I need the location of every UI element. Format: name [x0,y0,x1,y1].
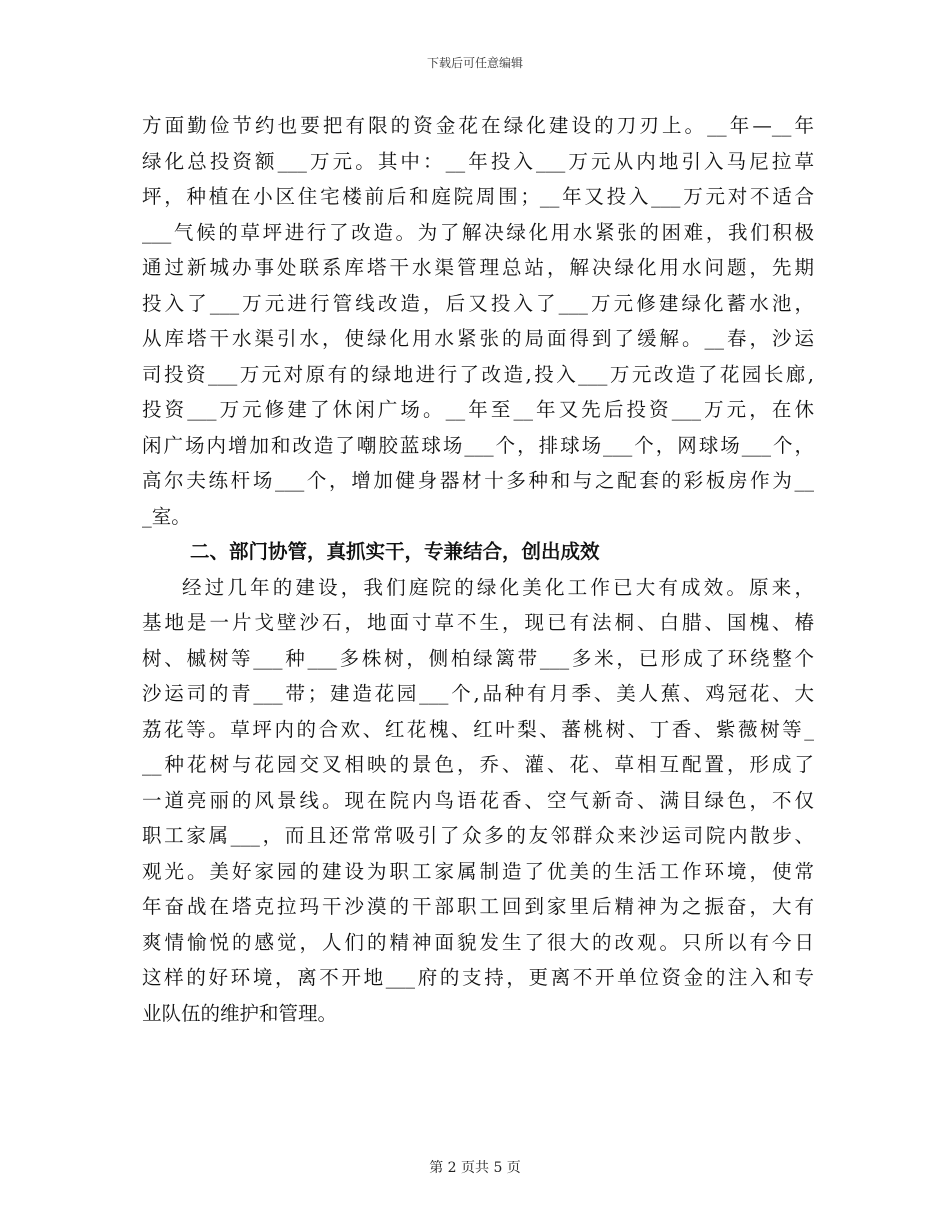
text-line: _室。 [142,504,191,528]
text-line: 闲广场内增加和改造了嘲胶蓝球场___个，排球场___个，网球场___个， [142,433,814,457]
text-line: 从库塔干水渠引水，使绿化用水紧张的局面得到了缓解。__春，沙运 [142,327,814,350]
page-footer: 第 2 页共 5 页 [429,1160,521,1176]
document-body [142,108,814,1031]
text-line: ___气候的草坪进行了改造。为了解决绿化用水紧张的困难，我们积极 [142,220,814,244]
text-line: 投入了___万元进行管线改造，后又投入了___万元修建绿化蓄水池， [142,291,814,315]
page-header: 下载后可任意编辑 [426,56,523,70]
text-line: 通过新城办事处联系库塔干水渠管理总站，解决绿化用水问题，先期 [142,256,814,279]
text-line: 基地是一片戈壁沙石，地面寸草不生，现已有法桐、白腊、国槐、椿 [142,611,814,634]
text-line: 业队伍的维护和管理。 [142,1001,338,1025]
text-line: 一道亮丽的风景线。现在院内鸟语花香、空气新奇、满目绿色，不仅 [142,788,814,812]
text-line: 高尔夫练杆场___个，增加健身器材十多种和与之配套的彩板房作为__ [142,469,814,492]
text-line: 树、槭树等___种___多株树，侧柏绿篱带___多米，已形成了环绕整个 [142,646,814,670]
text-line: 职工家属___，而且还常常吸引了众多的友邻群众来沙运司院内散步、 [142,824,814,847]
text-line: 司投资___万元对原有的绿地进行了改造,投入___万元改造了花园长廊, [142,362,814,386]
text-line: 观光。美好家园的建设为职工家属制造了优美的生活工作环境，使常 [142,859,814,883]
text-line: __种花树与花园交叉相映的景色，乔、灌、花、草相互配置，形成了 [142,753,814,776]
text-line: 投资___万元修建了休闲广场。__年至__年又先后投资___万元，在休 [142,398,814,421]
text-line: 沙运司的青___带；建造花园___个,品种有月季、美人蕉、鸡冠花、大 [142,682,814,705]
text-line: 方面勤俭节约也要把有限的资金花在绿化建设的刀刃上。__年—__年 [142,114,814,137]
text-line: 荔花等。草坪内的合欢、红花槐、红叶梨、蕃桃树、丁香、紫薇树等_ [142,717,814,741]
text-line: 经过几年的建设，我们庭院的绿化美化工作已大有成效。原来， [182,575,814,599]
text-line: 年奋战在塔克拉玛干沙漠的干部职工回到家里后精神为之振奋，大有 [142,895,814,918]
text-line: 坪，种植在小区住宅楼前后和庭院周围；__年又投入___万元对不适合 [142,185,814,208]
text-line: 绿化总投资额___万元。其中：__年投入___万元从内地引入马尼拉草 [142,149,814,173]
section-heading: 二、部门协管，真抓实干，专兼结合，创出成效 [190,540,600,563]
text-line: 爽情愉悦的感觉，人们的精神面貌发生了很大的改观。只所以有今日 [142,930,814,954]
text-line: 这样的好环境，离不开地___府的支持，更离不开单位资金的注入和专 [142,966,814,989]
